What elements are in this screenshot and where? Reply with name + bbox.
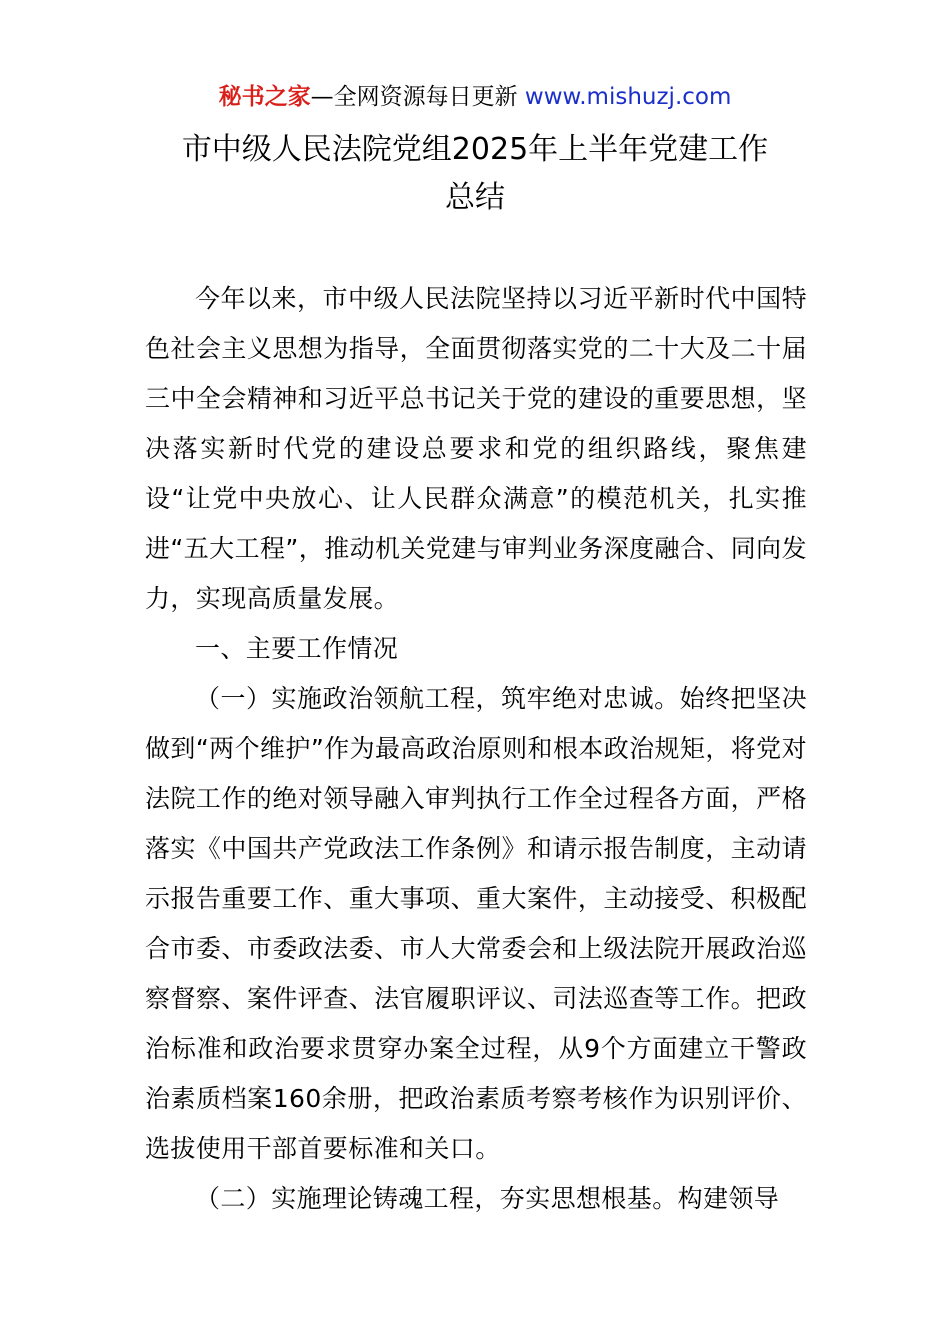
paragraph-intro: 今年以来，市中级人民法院坚持以习近平新时代中国特色社会主义思想为指导，全面贯彻落实党的二十大及二十届三中全会精神和习近平总书记关于党的建设的重要思想，坚决落实新时代党的建设总要求和党的组织路线，聚焦建设“让党中央放心、让人民群众满意”的模范机关，扎实推进“五大工程”，推动机关党建与审判业务深度融合、同向发力，实现高质量发展。 (145, 284, 807, 613)
paragraph-section-1-2: （二）实施理论铸魂工程，夯实思想根基。构建领导 (195, 1184, 780, 1213)
document-body (145, 274, 807, 1224)
banner-brand: 秘书之家 (218, 84, 311, 110)
title-line-1: 市中级人民法院党组2025年上半年党建工作 (181, 132, 769, 167)
banner-url[interactable]: www.mishuzj.com (524, 84, 732, 110)
title-line-2: 总结 (445, 180, 505, 215)
document-title (0, 126, 950, 222)
site-banner (0, 80, 950, 114)
section-heading-1: 一、主要工作情况 (195, 634, 399, 663)
banner-tagline: —全网资源每日更新 (310, 84, 518, 110)
paragraph-section-1-1: （一）实施政治领航工程，筑牢绝对忠诚。始终把坚决做到“两个维护”作为最高政治原则和根本政治规矩，将党对法院工作的绝对领导融入审判执行工作全过程各方面，严格落实《中国共产党政法工作条例》和请示报告制度，主动请示报告重要工作、重大事项、重大案件，主动接受、积极配合市委、市委政法委、市人大常委会和上级法院开展政治巡察督察、案件评查、法官履职评议、司法巡查等工作。把政治标准和政治要求贯穿办案全过程，从9个方面建立干警政治素质档案160余册，把政治素质考察考核作为识别评价、选拔使用干部首要标准和关口。 (145, 684, 807, 1163)
